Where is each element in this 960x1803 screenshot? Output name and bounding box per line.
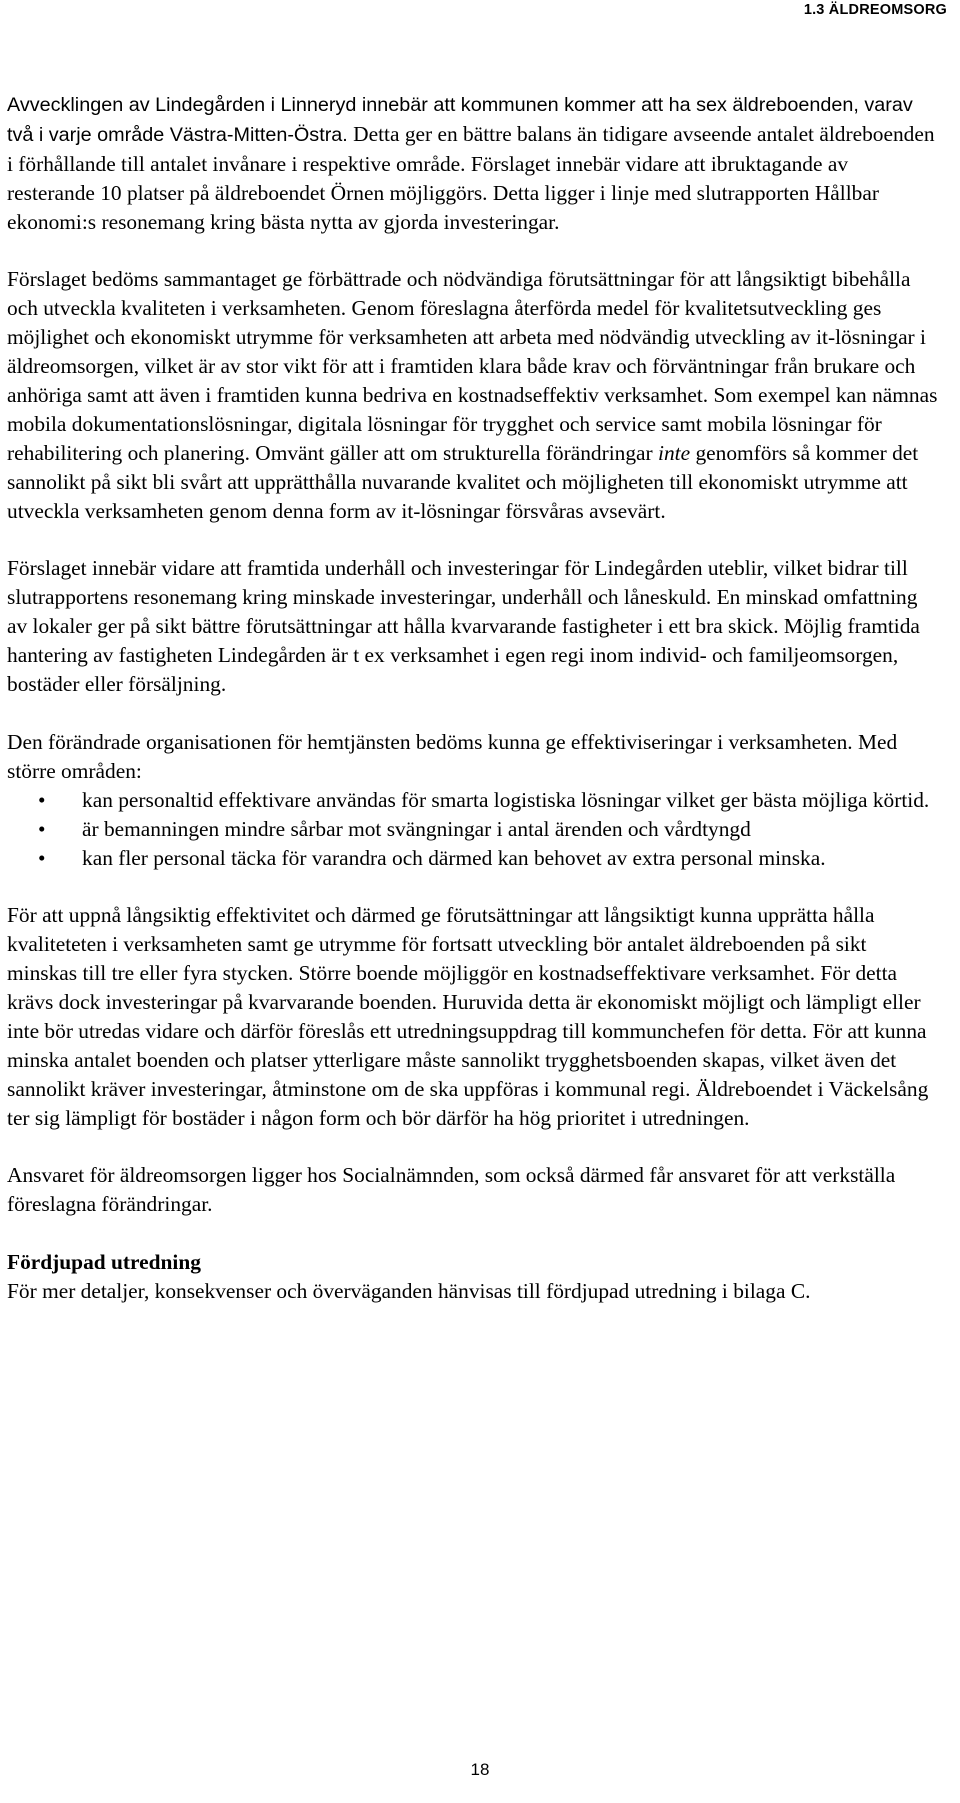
bullet-icon: • bbox=[38, 787, 46, 812]
paragraph-6: Ansvaret för äldreomsorgen ligger hos Socialnämnden, som också därmed får ansvaret för att verkställa föreslagna förändringar. bbox=[7, 1163, 896, 1217]
list-item-text: kan personaltid effektivare användas för smarta logistiska lösningar vilket ger bästa möjliga körtid. bbox=[82, 787, 930, 812]
list-item bbox=[38, 844, 939, 873]
bullet-icon: • bbox=[38, 845, 46, 870]
document-body bbox=[7, 90, 939, 1335]
paragraph-3: Förslaget innebär vidare att framtida underhåll och investeringar för Lindegården uteblir, vilket bidrar till slutrapportens resonemang kring minskade investeringar, underhåll och låneskuld. En minskad omfattning av lokaler ger på sikt bättre förutsättningar att hålla kvarvarande fastigheter i ett bra skick. Möjlig framtida hantering av fastigheten Lindegården är t ex verksamhet i egen regi inom individ- och familjeomsorgen, bostäder eller försäljning. bbox=[7, 556, 920, 697]
section-header: 1.3 ÄLDREOMSORG bbox=[803, 2, 947, 18]
paragraph-1 bbox=[7, 90, 939, 237]
paragraph-2-part-a: Förslaget bedöms sammantaget ge förbättrade och nödvändiga förutsättningar för att långsiktigt bibehålla och utveckla kvaliteten i verksamheten. Genom föreslagna återförda medel för kvalitetsutveckling ges möjlighet och ekonomiskt utrymme för verksamheten att arbeta med nödvändig utveckling av it-lösningar i äldreomsorgen, vilket är av stor vikt för att i framtiden klara både krav och förväntningar från brukare och anhöriga samt att även i framtiden kunna bedriva en kostnadseffektiv verksamhet. Som exempel kan nämnas mobila dokumentationslösningar, digitala lösningar för trygghet och service samt mobila lösningar för rehabilitering och planering. Omvänt gäller att om strukturella förändringar bbox=[7, 267, 938, 465]
paragraph-2 bbox=[7, 265, 939, 525]
paragraph-5: För att uppnå långsiktig effektivitet och därmed ge förutsättningar att långsiktigt kunna upprätta hålla kvaliteteten i verksamheten samt ge utrymme för fortsatt utveckling bör antalet äldreboenden på sikt minskas till tre eller fyra stycken. Större boende möjliggör en kostnadseffektivare verksamhet. För detta krävs dock investeringar på kvarvarande boenden. Huruvida detta är ekonomiskt möjligt och lämpligt eller inte bör utredas vidare och därför föreslås ett utredningsuppdrag till kommunchefen för detta. För att kunna minska antalet boenden och platser ytterligare måste sannolikt trygghetsboenden skapas, vilket även det sannolikt kräver investeringar, åtminstone om de ska uppföras i kommunal regi. Äldreboendet i Väckelsång ter sig lämpligt för bostäder i någon form och bör därför ha hög prioritet i utredningen. bbox=[7, 903, 929, 1130]
list-item bbox=[38, 786, 939, 815]
page-number: 18 bbox=[470, 1760, 490, 1779]
bullet-list bbox=[7, 786, 939, 873]
paragraph-2-emphasis: inte bbox=[658, 440, 691, 465]
paragraph-1-body: Detta ger en bättre balans än tidigare avseende antalet äldreboenden i förhållande till antalet invånare i respektive område. Förslaget innebär vidare att ibruktagande av resterande 10 platser på äldreboendet Örnen möjliggörs. Detta ligger i linje med slutrapporten Hållbar ekonomi:s resonemang kring bästa nytta av gjorda investeringar. bbox=[7, 121, 935, 234]
list-item-text: är bemanningen mindre sårbar mot svängningar i antal ärenden och vårdtyngd bbox=[82, 816, 751, 841]
paragraph-2-part-b: genomförs så kommer det sannolikt på sikt bli svårt att upprätthålla nuvarande kvalitet och möjligheten till ekonomiskt utrymme att utveckla verksamheten genom denna form av it-lösningar försvåras avsevärt. bbox=[7, 440, 919, 523]
paragraph-7: För mer detaljer, konsekvenser och överväganden hänvisas till fördjupad utredning i bilaga C. bbox=[7, 1279, 811, 1304]
bullet-icon: • bbox=[38, 816, 46, 841]
list-item-text: kan fler personal täcka för varandra och därmed kan behovet av extra personal minska. bbox=[82, 845, 826, 870]
paragraph-1-lead: Avvecklingen av Lindegården i Linneryd innebär att kommunen kommer att ha sex äldreboenden, varav två i varje område Västra-Mitten-Östra. bbox=[7, 94, 913, 146]
subheading: Fördjupad utredning bbox=[7, 1250, 201, 1275]
paragraph-4: Den förändrade organisationen för hemtjänsten bedöms kunna ge effektiviseringar i verksamheten. Med större områden: bbox=[7, 729, 898, 783]
list-item bbox=[38, 815, 939, 844]
